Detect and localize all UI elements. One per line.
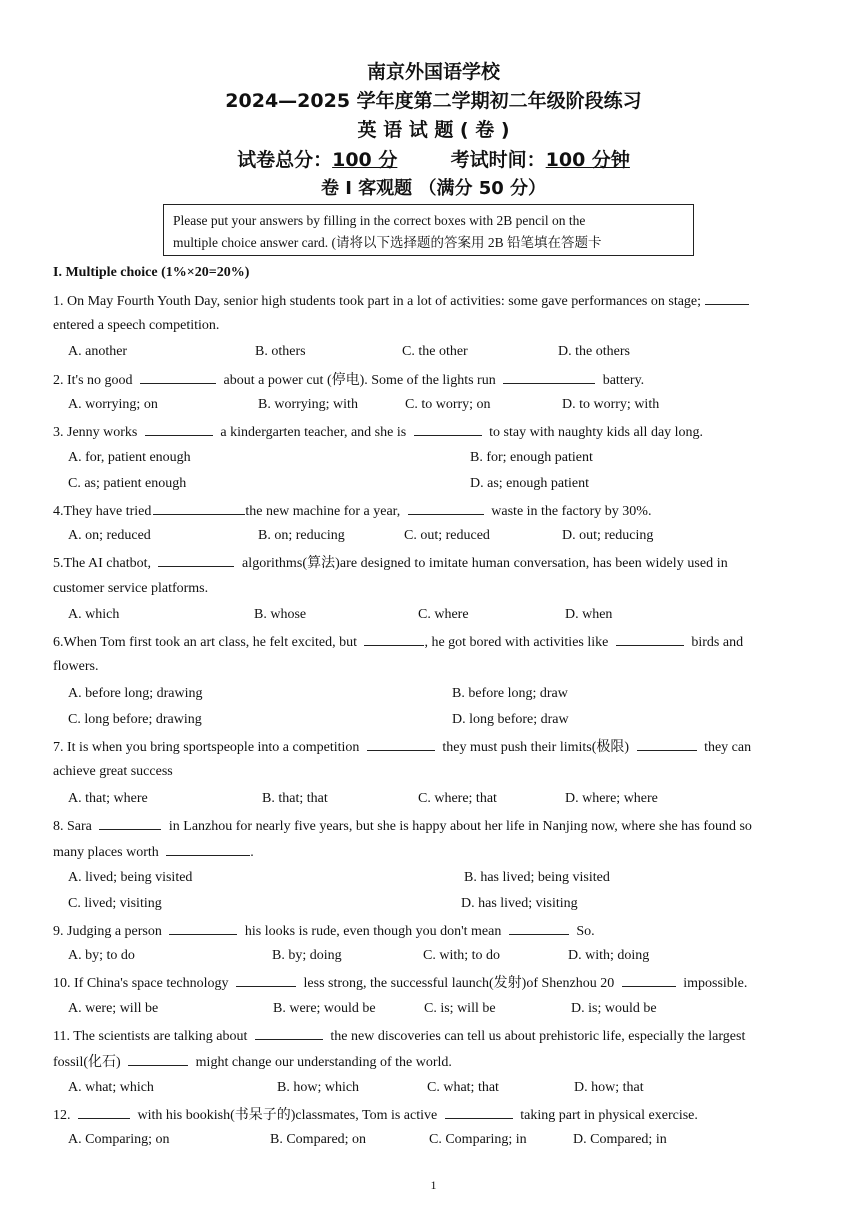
answer-blank: [509, 921, 569, 935]
option-d: D. out; reducing: [562, 528, 654, 543]
option-d: D. the others: [558, 344, 630, 359]
answer-blank: [153, 501, 245, 515]
option-b: B. before long; draw: [452, 686, 568, 701]
school-name: 南京外国语学校: [366, 61, 500, 83]
question-text: , he got bored with activities like: [424, 635, 609, 650]
answer-blank: [367, 737, 435, 751]
option-a: A. Comparing; on: [68, 1132, 170, 1147]
option-d: D. where; where: [565, 791, 658, 806]
option-c: C. what; that: [427, 1080, 499, 1095]
option-b: B. whose: [254, 607, 307, 622]
answer-blank: [414, 422, 482, 436]
page-number: 1: [430, 1178, 437, 1192]
option-b: B. that; that: [262, 791, 328, 806]
question-text: many places worth: [53, 845, 159, 860]
question-text: less strong, the successful launch(发射)of Shenzhou 20: [303, 976, 615, 991]
question-2: [53, 370, 644, 390]
question-text: his looks is rude, even though you don't mean: [244, 924, 502, 939]
option-b: B. were; would be: [273, 1001, 376, 1016]
option-c: C. to worry; on: [405, 397, 491, 412]
question-8: [53, 816, 752, 836]
section-title: I. Multiple choice (1%×20=20%): [53, 265, 250, 280]
question-text: 5.The AI chatbot,: [53, 556, 151, 571]
answer-blank: [364, 632, 424, 646]
option-a: A. for, patient enough: [68, 450, 191, 465]
question-text: with his bookish(书呆子的)classmates, Tom is active: [137, 1108, 438, 1123]
option-c: C. with; to do: [423, 948, 501, 963]
option-a: A. lived; being visited: [68, 870, 193, 885]
exam-meta: [0, 145, 867, 172]
score-label: 试卷总分：: [237, 149, 333, 171]
option-d: D. to worry; with: [562, 397, 660, 412]
answer-blank: [166, 842, 250, 856]
option-d: D. long before; draw: [452, 712, 569, 727]
answer-blank: [705, 291, 749, 305]
instruction-line-2: multiple choice answer card. (请将以下选择题的答案用 2B 铅笔填在答题卡: [173, 235, 602, 250]
question-3: [53, 422, 703, 442]
question-1-cont: entered a speech competition.: [53, 318, 220, 333]
answer-blank: [236, 973, 296, 987]
answer-blank: [445, 1105, 513, 1119]
question-text: in Lanzhou for nearly five years, but she is happy about her life in Nanjing now, where she has found so: [168, 819, 752, 834]
answer-blank: [622, 973, 676, 987]
option-d: D. has lived; visiting: [461, 896, 578, 911]
question-text: 10. If China's space technology: [53, 976, 229, 991]
option-c: C. is; will be: [424, 1001, 496, 1016]
question-text: fossil(化石): [53, 1055, 121, 1070]
question-text: they can: [704, 740, 752, 755]
time-label: 考试时间：: [450, 149, 546, 171]
question-8-cont: [53, 842, 254, 862]
question-text: .: [250, 845, 254, 860]
score-value: 100 分: [332, 149, 398, 171]
question-4: [53, 501, 651, 521]
option-a: A. worrying; on: [68, 397, 158, 412]
option-d: D. with; doing: [568, 948, 650, 963]
question-text: 8. Sara: [53, 819, 92, 834]
option-d: D. how; that: [574, 1080, 644, 1095]
answer-blank: [145, 422, 213, 436]
question-7: [53, 737, 751, 757]
question-text: So.: [576, 924, 595, 939]
option-d: D. is; would be: [571, 1001, 657, 1016]
question-7-cont: achieve great success: [53, 764, 173, 779]
option-a: A. that; where: [68, 791, 148, 806]
question-text: to stay with naughty kids all day long.: [489, 425, 704, 440]
question-text: the new discoveries can tell us about prehistoric life, especially the largest: [330, 1029, 746, 1044]
question-1: [53, 291, 749, 311]
option-b: B. by; doing: [272, 948, 342, 963]
option-b: B. on; reducing: [258, 528, 345, 543]
option-b: B. others: [255, 344, 306, 359]
answer-blank: [169, 921, 237, 935]
question-text: 9. Judging a person: [53, 924, 162, 939]
question-9: [53, 921, 595, 941]
option-b: B. how; which: [277, 1080, 360, 1095]
option-d: D. when: [565, 607, 613, 622]
question-10: [53, 973, 747, 993]
question-text: impossible.: [683, 976, 748, 991]
option-a: A. on; reduced: [68, 528, 151, 543]
question-text: battery.: [602, 373, 645, 388]
option-c: C. where; that: [418, 791, 497, 806]
option-a: A. what; which: [68, 1080, 154, 1095]
option-c: C. long before; drawing: [68, 712, 202, 727]
question-11-cont: [53, 1052, 452, 1072]
volume-title: 卷 I 客观题 （满分 50 分）: [320, 178, 547, 199]
exam-subject: 英 语 试 题 ( 卷 ): [357, 119, 510, 141]
option-a: A. by; to do: [68, 948, 135, 963]
question-text: 11. The scientists are talking about: [53, 1029, 248, 1044]
answer-blank: [255, 1026, 323, 1040]
question-5: [53, 553, 728, 573]
option-b: B. Compared; on: [270, 1132, 367, 1147]
answer-blank: [128, 1052, 188, 1066]
answer-blank: [637, 737, 697, 751]
answer-blank: [503, 370, 595, 384]
question-text: 4.They have tried: [53, 504, 152, 519]
question-text: they must push their limits(极限): [442, 740, 630, 755]
option-d: D. as; enough patient: [470, 476, 589, 491]
option-a: A. another: [68, 344, 128, 359]
question-text: a kindergarten teacher, and she is: [220, 425, 407, 440]
question-text: about a power cut (停电). Some of the lights run: [223, 373, 496, 388]
option-c: C. lived; visiting: [68, 896, 162, 911]
question-text: 1. On May Fourth Youth Day, senior high students took part in a lot of activities: some gave performances on stage;: [53, 294, 702, 309]
answer-blank: [616, 632, 684, 646]
question-text: algorithms(算法)are designed to imitate human conversation, has been widely used in: [241, 556, 728, 571]
option-a: A. before long; drawing: [68, 686, 203, 701]
question-text: 7. It is when you bring sportspeople into a competition: [53, 740, 360, 755]
option-b: B. worrying; with: [258, 397, 358, 412]
answer-blank: [408, 501, 484, 515]
option-c: C. the other: [402, 344, 468, 359]
option-c: C. out; reduced: [404, 528, 490, 543]
question-12: [53, 1105, 698, 1125]
option-c: C. Comparing; in: [429, 1132, 527, 1147]
option-a: A. which: [68, 607, 120, 622]
question-text: 2. It's no good: [53, 373, 133, 388]
question-11: [53, 1026, 745, 1046]
option-c: C. where: [418, 607, 469, 622]
option-b: B. has lived; being visited: [464, 870, 610, 885]
answer-blank: [158, 553, 234, 567]
question-text: might change our understanding of the world.: [195, 1055, 452, 1070]
instruction-box: [163, 204, 694, 256]
answer-blank: [140, 370, 216, 384]
option-d: D. Compared; in: [573, 1132, 667, 1147]
question-text: the new machine for a year,: [245, 504, 401, 519]
question-text: 12.: [53, 1108, 71, 1123]
question-text: waste in the factory by 30%.: [491, 504, 652, 519]
question-text: 6.When Tom first took an art class, he felt excited, but: [53, 635, 357, 650]
option-c: C. as; patient enough: [68, 476, 187, 491]
question-text: birds and: [691, 635, 744, 650]
question-text: taking part in physical exercise.: [520, 1108, 698, 1123]
question-5-cont: customer service platforms.: [53, 581, 209, 596]
question-6-cont: flowers.: [53, 659, 99, 674]
question-text: 3. Jenny works: [53, 425, 138, 440]
time-value: 100 分钟: [545, 149, 630, 171]
answer-blank: [99, 816, 161, 830]
exam-term: 2024—2025 学年度第二学期初二年级阶段练习: [225, 90, 642, 112]
option-b: B. for; enough patient: [470, 450, 593, 465]
instruction-line-1: Please put your answers by filling in the correct boxes with 2B pencil on the: [173, 213, 586, 228]
question-6: [53, 632, 743, 652]
answer-blank: [78, 1105, 130, 1119]
option-a: A. were; will be: [68, 1001, 159, 1016]
